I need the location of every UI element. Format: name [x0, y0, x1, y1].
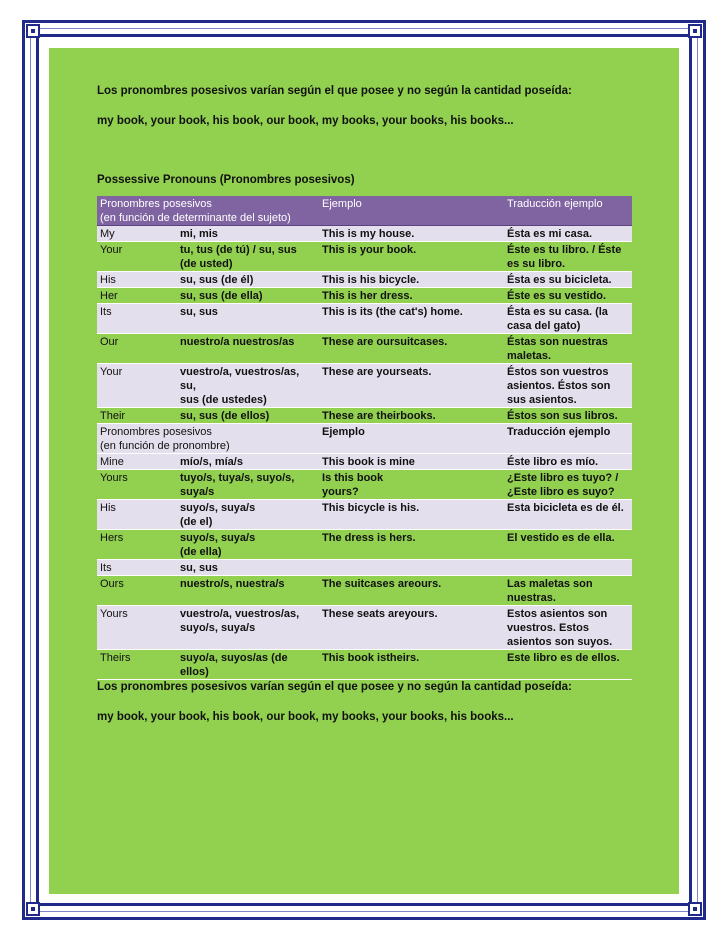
- cell-translation: Ésta es su bicicleta.: [504, 272, 632, 288]
- cell-spanish: tu, tus (de tú) / su, sus (de usted): [177, 242, 319, 272]
- cell-example: The dress is hers.: [319, 530, 504, 560]
- cell-translation: Estos asientos son vuestros. Estos asientos son suyos.: [504, 606, 632, 650]
- cell-pronoun: Our: [97, 334, 177, 364]
- cell-example: These are oursuitcases.: [319, 334, 504, 364]
- table-header-determiner: [97, 196, 632, 226]
- cell-translation: Ésta es su casa. (la casa del gato): [504, 304, 632, 334]
- cell-pronoun: Hers: [97, 530, 177, 560]
- intro-line-1: Los pronombres posesivos varían según el que posee y no según la cantidad poseída:: [97, 85, 572, 97]
- header-cell-translation: Traducción ejemplo: [504, 196, 632, 226]
- cell-example: [319, 560, 504, 576]
- cell-pronoun: Theirs: [97, 650, 177, 680]
- cell-spanish: nuestro/a nuestros/as: [177, 334, 319, 364]
- table-row: [97, 364, 632, 408]
- cell-spanish: su, sus: [177, 560, 319, 576]
- cell-pronoun: His: [97, 500, 177, 530]
- table-row: [97, 304, 632, 334]
- possessive-pronouns-table: [97, 196, 632, 680]
- table-row: [97, 650, 632, 680]
- cell-example: This is your book.: [319, 242, 504, 272]
- table-row: [97, 576, 632, 606]
- header-cell-pronoun: Pronombres posesivos (en función de determinante del sujeto): [97, 196, 319, 226]
- table-row: [97, 606, 632, 650]
- table-row: [97, 288, 632, 304]
- cell-example: The suitcases areours.: [319, 576, 504, 606]
- border-corner-ornament: [688, 902, 702, 916]
- cell-pronoun: Ours: [97, 576, 177, 606]
- cell-spanish: suyo/s, suya/s (de el): [177, 500, 319, 530]
- cell-translation: Este libro es de ellos.: [504, 650, 632, 680]
- cell-example: This is his bicycle.: [319, 272, 504, 288]
- border-corner-ornament: [688, 24, 702, 38]
- cell-translation: Éste es tu libro. / Éste es su libro.: [504, 242, 632, 272]
- cell-example: This bicycle is his.: [319, 500, 504, 530]
- cell-example: This book istheirs.: [319, 650, 504, 680]
- cell-pronoun: Yours: [97, 470, 177, 500]
- cell-translation: Las maletas son nuestras.: [504, 576, 632, 606]
- cell-pronoun: Its: [97, 304, 177, 334]
- cell-pronoun: Its: [97, 560, 177, 576]
- table-row: [97, 226, 632, 242]
- cell-spanish: vuestro/a, vuestros/as, suyo/s, suya/s: [177, 606, 319, 650]
- header-cell-example: Ejemplo: [319, 196, 504, 226]
- table-row: [97, 408, 632, 424]
- cell-pronoun: Your: [97, 242, 177, 272]
- table-row: [97, 242, 632, 272]
- header-cell-example: Ejemplo: [319, 424, 504, 454]
- cell-translation: Éstos son sus libros.: [504, 408, 632, 424]
- cell-pronoun: Yours: [97, 606, 177, 650]
- table-row: [97, 454, 632, 470]
- cell-spanish: mi, mis: [177, 226, 319, 242]
- outro-line-2: my book, your book, his book, our book, my books, your books, his books...: [97, 711, 514, 723]
- table-row: [97, 530, 632, 560]
- table-row: [97, 470, 632, 500]
- table-row: [97, 560, 632, 576]
- cell-example: This book is mine: [319, 454, 504, 470]
- header-cell-translation: Traducción ejemplo: [504, 424, 632, 454]
- cell-spanish: su, sus (de ellos): [177, 408, 319, 424]
- cell-spanish: suyo/a, suyos/as (de ellos): [177, 650, 319, 680]
- cell-translation: El vestido es de ella.: [504, 530, 632, 560]
- cell-pronoun: His: [97, 272, 177, 288]
- intro-line-2: my book, your book, his book, our book, my books, your books, his books...: [97, 115, 514, 127]
- cell-pronoun: Her: [97, 288, 177, 304]
- cell-pronoun: Their: [97, 408, 177, 424]
- section-title: Possessive Pronouns (Pronombres posesivos): [97, 174, 355, 186]
- border-corner-ornament: [26, 24, 40, 38]
- cell-translation: Éste libro es mío.: [504, 454, 632, 470]
- table-row: [97, 272, 632, 288]
- header-cell-pronoun: Pronombres posesivos (en función de pronombre): [97, 424, 319, 454]
- cell-pronoun: My: [97, 226, 177, 242]
- cell-translation: ¿Este libro es tuyo? / ¿Este libro es suyo?: [504, 470, 632, 500]
- cell-spanish: su, sus (de él): [177, 272, 319, 288]
- cell-pronoun: Mine: [97, 454, 177, 470]
- cell-translation: Éstos son vuestros asientos. Éstos son sus asientos.: [504, 364, 632, 408]
- table-header-pronoun: [97, 424, 632, 454]
- table-row: [97, 334, 632, 364]
- cell-example: This is her dress.: [319, 288, 504, 304]
- cell-translation: Ésta es mi casa.: [504, 226, 632, 242]
- cell-pronoun: Your: [97, 364, 177, 408]
- table-row: [97, 500, 632, 530]
- cell-translation: Esta bicicleta es de él.: [504, 500, 632, 530]
- cell-spanish: mío/s, mía/s: [177, 454, 319, 470]
- cell-spanish: su, sus (de ella): [177, 288, 319, 304]
- cell-translation: Éste es su vestido.: [504, 288, 632, 304]
- cell-example: These are yourseats.: [319, 364, 504, 408]
- cell-example: This is my house.: [319, 226, 504, 242]
- cell-translation: [504, 560, 632, 576]
- cell-spanish: su, sus: [177, 304, 319, 334]
- cell-example: These seats areyours.: [319, 606, 504, 650]
- cell-spanish: tuyo/s, tuya/s, suyo/s, suya/s: [177, 470, 319, 500]
- cell-example: This is its (the cat's) home.: [319, 304, 504, 334]
- document-content: [97, 84, 637, 725]
- cell-spanish: nuestro/s, nuestra/s: [177, 576, 319, 606]
- outro-line-1: Los pronombres posesivos varían según el que posee y no según la cantidad poseída:: [97, 681, 572, 693]
- cell-translation: Éstas son nuestras maletas.: [504, 334, 632, 364]
- cell-spanish: vuestro/a, vuestros/as, su, sus (de ustedes): [177, 364, 319, 408]
- cell-spanish: suyo/s, suya/s (de ella): [177, 530, 319, 560]
- cell-example: Is this book yours?: [319, 470, 504, 500]
- border-corner-ornament: [26, 902, 40, 916]
- cell-example: These are theirbooks.: [319, 408, 504, 424]
